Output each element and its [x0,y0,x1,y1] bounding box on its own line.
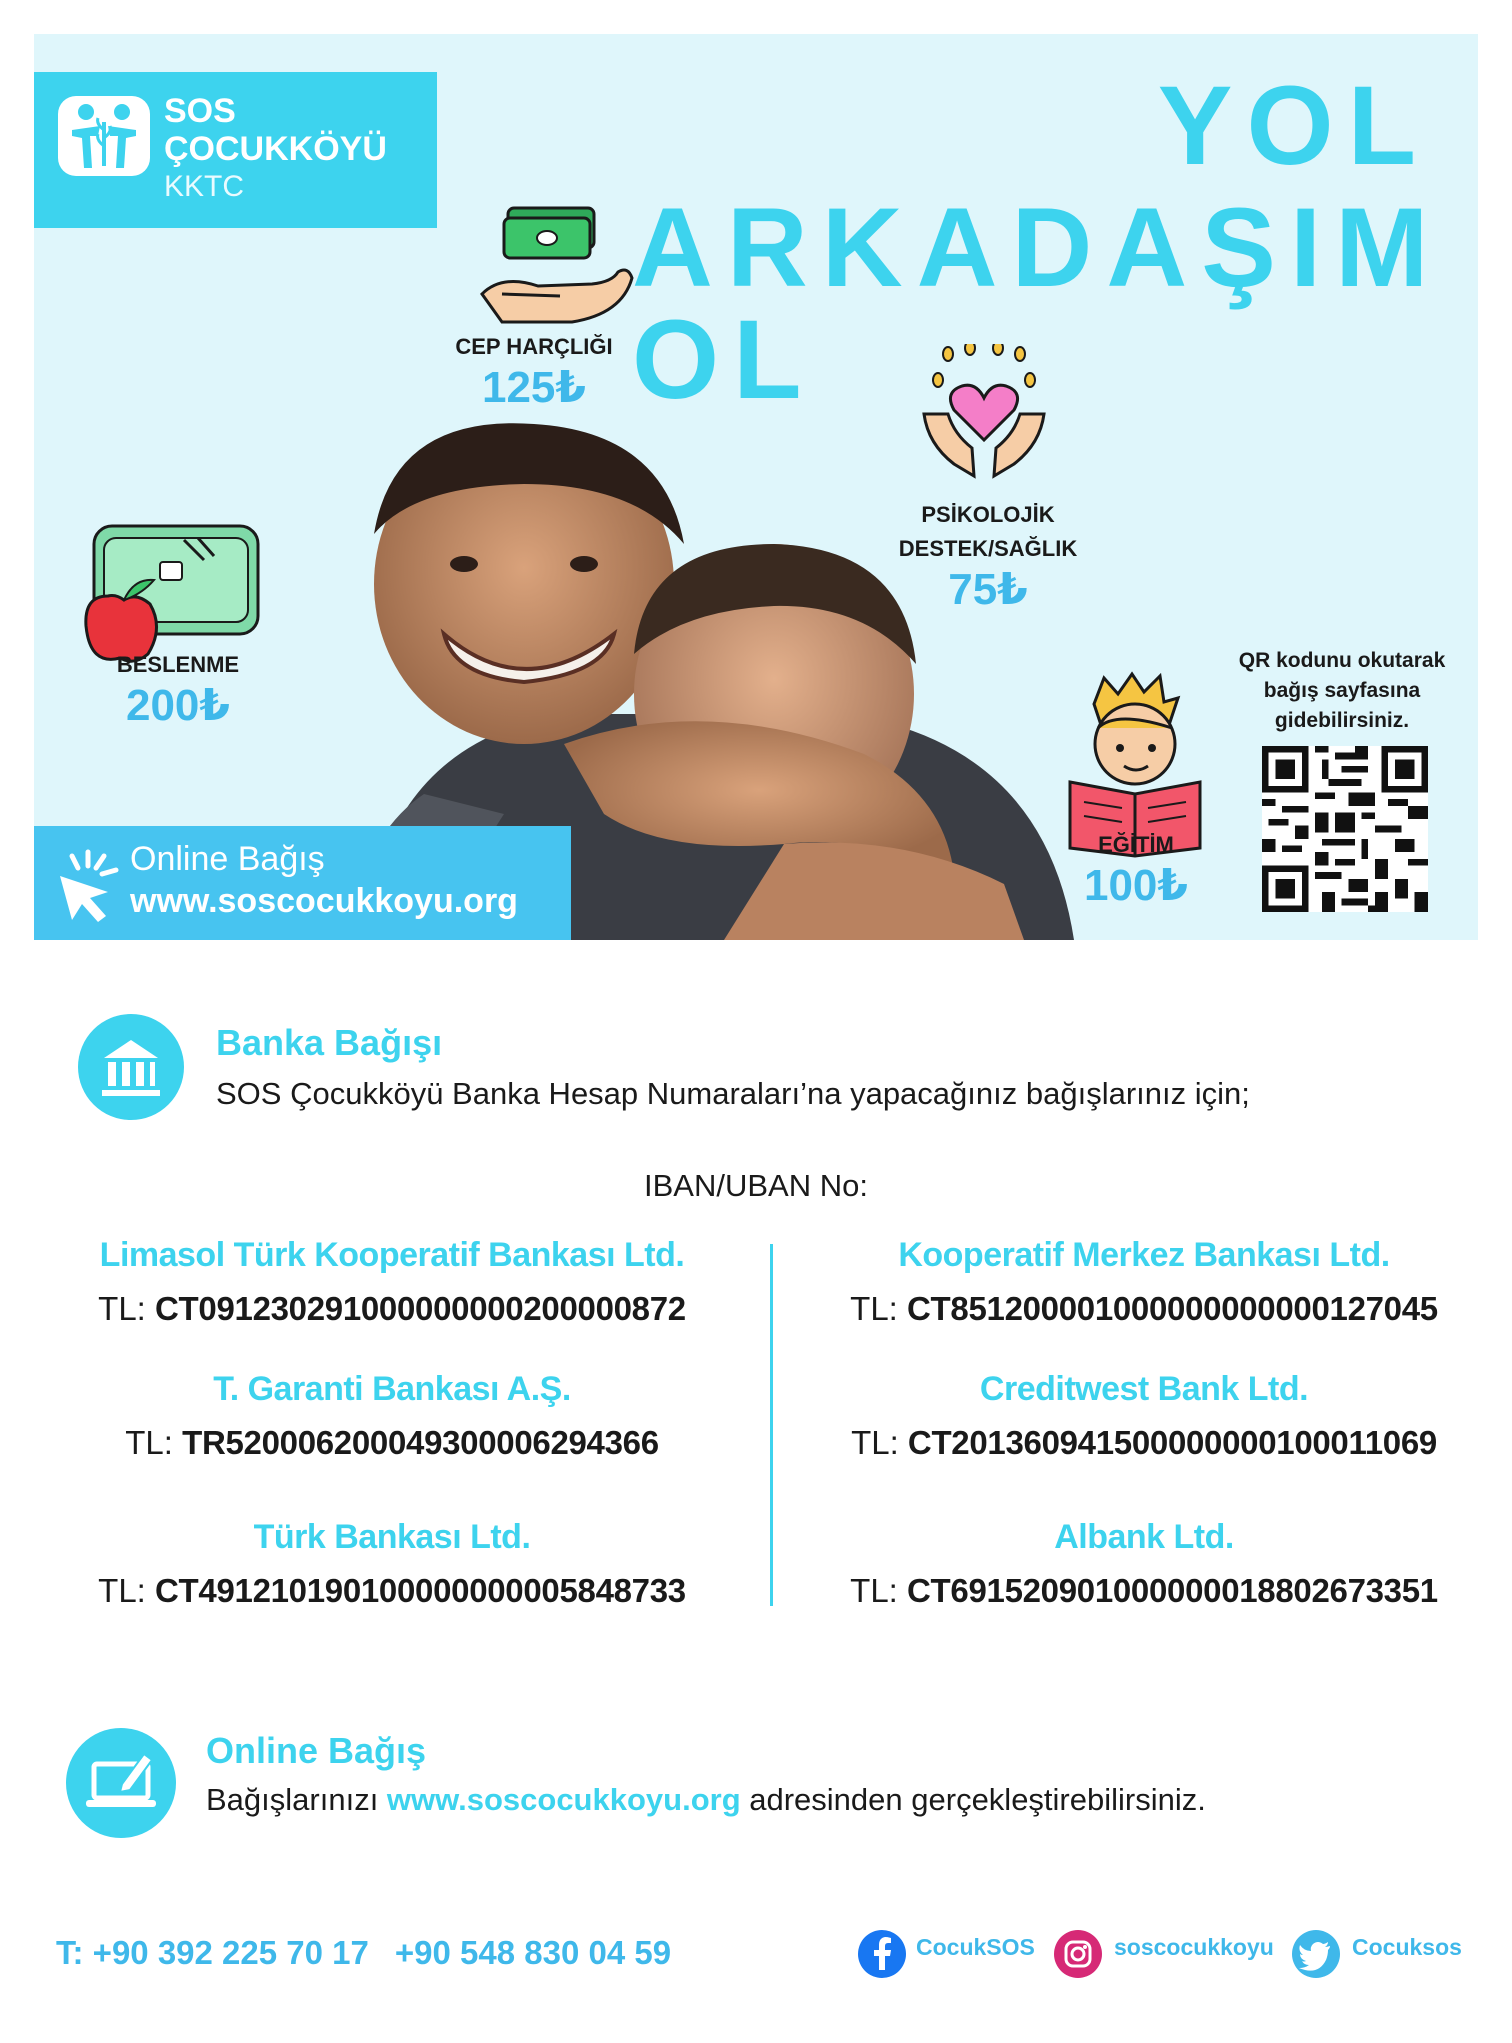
iban-label: IBAN/UBAN No: [644,1168,868,1203]
currency-prefix: TL: [98,1572,156,1609]
currency-prefix: TL: [850,1572,908,1609]
instagram-icon[interactable] [1054,1930,1102,1978]
banner-online-donation[interactable] [34,826,571,940]
item-label-destek-saglik: DESTEK/SAĞLIK [898,536,1078,561]
bank-name-turk-bankasi: Türk Bankası Ltd. [253,1518,531,1556]
item-price-beslenme: 200₺ [125,681,231,730]
online-section-description [206,1782,1206,1818]
bank-icon-circle [78,1014,184,1120]
banner-online-title: Online Bağış [130,840,325,878]
headline-line-2: ARKADAŞIM OL [632,185,1443,422]
item-label-psikolojik: PSİKOLOJİK [921,502,1055,527]
facebook-icon[interactable] [858,1930,906,1978]
bank-name-limasol: Limasol Türk Kooperatif Bankası Ltd. [99,1236,685,1274]
item-label-egitim: EĞİTİM [1098,832,1174,857]
bank-name-garanti: T. Garanti Bankası A.Ş. [213,1370,571,1408]
item-price-egitim: 100₺ [1083,861,1189,910]
bank-building-icon [78,1014,184,1120]
bank-iban-albank[interactable] [784,1572,1504,1610]
iban-value[interactable]: CT691520901000000018802673351 [907,1572,1438,1609]
qr-text-line-2: bağış sayfasına [1263,679,1421,702]
headline-line-1: YOL [1157,63,1430,188]
cursor-click-icon [46,846,126,926]
bank-section-description: SOS Çocukköyü Banka Hesap Numaraları’na yapacağınız bağışlarınız için; [216,1076,1250,1111]
iban-value[interactable]: TR520006200049300006294366 [182,1424,659,1461]
qr-text-line-3: gidebilirsiniz. [1274,709,1410,732]
column-divider [770,1244,773,1606]
sos-logo [34,72,437,228]
instagram-handle[interactable]: soscocukkoyu [1114,1934,1274,1960]
online-text-after: adresinden gerçekleştirebilirsiniz. [740,1782,1206,1817]
iban-value[interactable]: CT091230291000000000200000872 [155,1290,686,1327]
phone-number-2[interactable]: +90 548 830 04 59 [394,1934,672,1971]
iban-value[interactable]: CT851200001000000000000127045 [907,1290,1438,1327]
online-text-before: Bağışlarınızı [206,1782,387,1817]
online-icon-circle [66,1728,176,1838]
phone-number-1[interactable]: +90 392 225 70 17 [92,1934,369,1971]
sos-children-logo-icon [58,96,150,176]
twitter-icon[interactable] [1292,1930,1340,1978]
footer-phones [56,1934,671,1972]
iban-value[interactable]: CT491210190100000000005848733 [155,1572,686,1609]
iban-value[interactable]: CT201360941500000000100011069 [907,1424,1437,1461]
logo-text-kktc: KKTC [164,170,245,203]
qr-code[interactable] [1262,746,1428,912]
item-label-cep-harcligi: CEP HARÇLIĞI [455,334,613,359]
online-section-title: Online Bağış [206,1730,427,1771]
bank-iban-turk-bankasi[interactable] [32,1572,752,1610]
logo-text-cocukkoyu: ÇOCUKKÖYÜ [164,130,387,168]
currency-prefix: TL: [125,1424,183,1461]
phone-prefix: T: [56,1934,93,1971]
laptop-icon [66,1728,176,1838]
bank-section-title: Banka Bağışı [216,1022,443,1063]
currency-prefix: TL: [98,1290,156,1327]
bank-iban-kooperatif-merkez[interactable] [784,1290,1504,1328]
website-link[interactable]: www.soscocukkoyu.org [386,1782,741,1817]
bank-name-kooperatif-merkez: Kooperatif Merkez Bankası Ltd. [898,1236,1390,1274]
logo-text-sos: SOS [164,92,236,130]
bank-name-albank: Albank Ltd. [1054,1518,1234,1556]
item-price-psikolojik: 75₺ [948,565,1028,614]
item-price-cep-harcligi: 125₺ [481,363,587,412]
currency-prefix: TL: [851,1424,908,1461]
item-label-beslenme: BESLENME [116,652,240,677]
banner-online-url[interactable]: www.soscocukkoyu.org [130,882,518,920]
qr-instructions [1222,646,1462,736]
currency-prefix: TL: [850,1290,908,1327]
bank-iban-limasol[interactable] [32,1290,752,1328]
bank-name-creditwest: Creditwest Bank Ltd. [979,1370,1309,1408]
twitter-handle[interactable]: Cocuksos [1352,1934,1462,1960]
bank-iban-creditwest[interactable] [784,1424,1504,1462]
facebook-handle[interactable]: CocukSOS [916,1934,1035,1960]
bank-iban-garanti[interactable] [32,1424,752,1462]
campaign-banner [34,34,1478,940]
money-hand-icon [442,204,652,344]
qr-text-line-1: QR kodunu okutarak [1238,649,1446,672]
